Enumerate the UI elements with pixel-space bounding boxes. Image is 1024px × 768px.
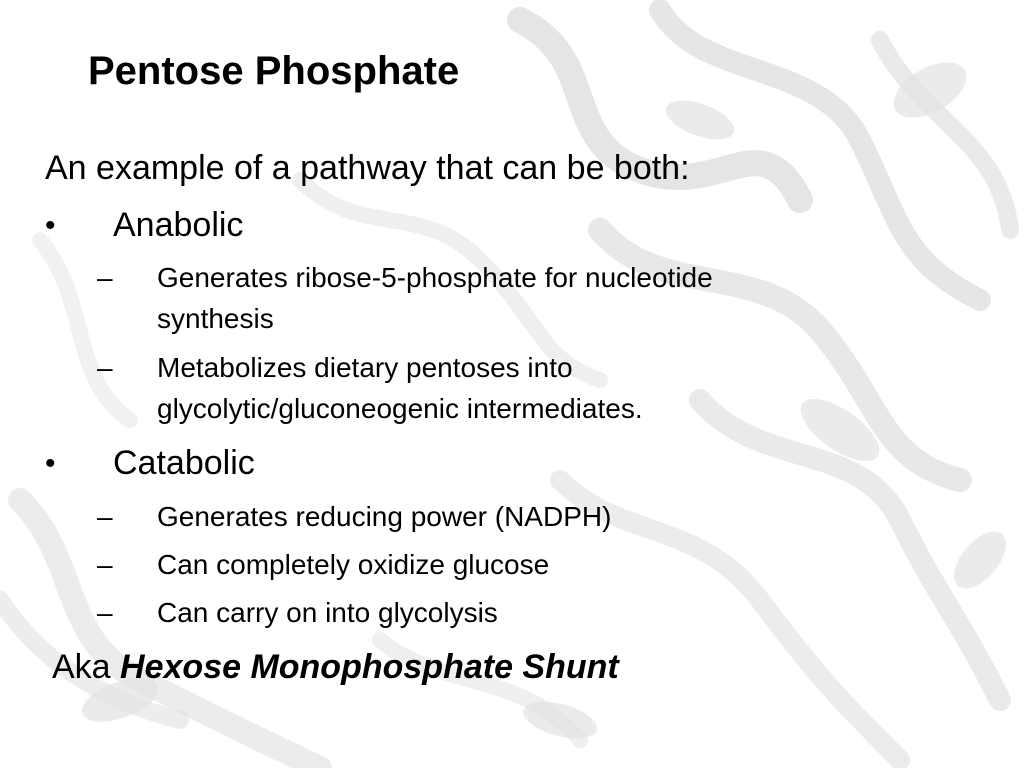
sub-bullet-marker: – bbox=[97, 501, 113, 532]
list-item-line: Can completely oxidize glucose bbox=[157, 549, 550, 580]
list-item-line: Metabolizes dietary pentoses into bbox=[157, 352, 573, 383]
list-item-line: synthesis bbox=[157, 303, 274, 334]
list-item-line: Generates ribose-5-phosphate for nucleotide bbox=[157, 262, 713, 293]
sub-bullet-marker: – bbox=[97, 262, 113, 293]
list-item-line: Generates reducing power (NADPH) bbox=[157, 501, 612, 532]
section-heading-anabolic: Anabolic bbox=[113, 206, 244, 244]
sub-bullet-marker: – bbox=[97, 352, 113, 383]
section-heading-catabolic: Catabolic bbox=[113, 444, 255, 482]
intro-text: An example of a pathway that can be both: bbox=[45, 149, 690, 187]
list-item-line: glycolytic/gluconeogenic intermediates. bbox=[157, 393, 643, 424]
bullet-marker: • bbox=[45, 209, 56, 242]
sub-bullet-marker: – bbox=[97, 597, 113, 628]
bullet-marker: • bbox=[45, 447, 56, 480]
sub-bullet-marker: – bbox=[97, 549, 113, 580]
aka-prefix: Aka bbox=[52, 648, 121, 686]
alternate-name: Hexose Monophosphate Shunt bbox=[120, 648, 619, 686]
aka-line bbox=[52, 646, 619, 688]
slide-title: Pentose Phosphate bbox=[88, 49, 460, 93]
list-item-line: Can carry on into glycolysis bbox=[157, 597, 498, 628]
